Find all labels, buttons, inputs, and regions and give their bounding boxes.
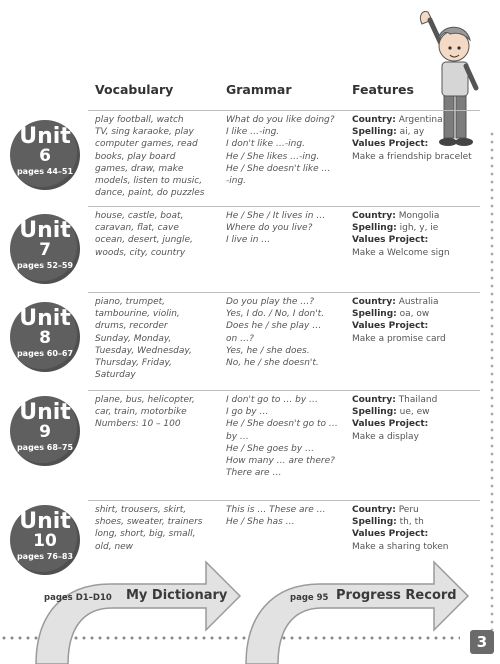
grammar-line: I don't like …-ing. bbox=[226, 139, 305, 150]
grammar-line: No, he / she doesn't. bbox=[226, 358, 319, 369]
vocab-line: shoes, sweater, trainers bbox=[95, 517, 203, 528]
grammar-line: He / She has … bbox=[226, 517, 295, 528]
grammar-line: I like …-ing. bbox=[226, 127, 280, 138]
vocab-line: books, play board bbox=[95, 151, 176, 162]
dictionary-arrow-shape bbox=[36, 562, 240, 664]
spelling-value: igh, y, ie bbox=[399, 223, 439, 234]
grammar-line: -ing. bbox=[226, 176, 247, 187]
grammar-line: What do you like doing? bbox=[226, 115, 335, 125]
grammar-line: He / She likes …-ing. bbox=[226, 151, 320, 162]
vocab-line: Thursday, Friday, bbox=[95, 358, 172, 369]
grammar-line: Where do you live? bbox=[226, 223, 313, 234]
project-label: Values Project: bbox=[352, 139, 429, 150]
country-label: Country: bbox=[352, 115, 396, 125]
country-value: Mongolia bbox=[398, 211, 440, 221]
unit-pages: pages 60–67 bbox=[16, 349, 74, 358]
vocab-line: Sunday, Monday, bbox=[95, 333, 172, 344]
grammar-line: I don't go to … by … bbox=[226, 395, 319, 405]
unit-label: Unit bbox=[19, 218, 71, 243]
country-value: Argentina bbox=[398, 115, 443, 125]
dictionary-title[interactable]: My Dictionary bbox=[126, 588, 228, 603]
vocab-line: shirt, trousers, skirt, bbox=[95, 505, 187, 515]
project-label: Values Project: bbox=[352, 321, 429, 332]
spelling-label: Spelling: bbox=[352, 127, 397, 138]
features-header: Features bbox=[352, 82, 414, 97]
grammar-line: Does he / she play … bbox=[226, 321, 322, 332]
grammar-line: on …? bbox=[226, 333, 254, 344]
vocab-line: woods, city, country bbox=[95, 247, 186, 258]
grammar-line: I go by … bbox=[226, 407, 269, 418]
spelling-label: Spelling: bbox=[352, 517, 397, 528]
spelling-value: ai, ay bbox=[399, 127, 425, 138]
unit-number: 6 bbox=[39, 146, 51, 166]
progress-pages: page 95 bbox=[290, 593, 329, 603]
unit-label: Unit bbox=[19, 509, 71, 534]
vocab-line: long, short, big, small, bbox=[95, 529, 196, 540]
unit-label: Unit bbox=[19, 400, 71, 425]
country-label: Country: bbox=[352, 505, 396, 515]
project-label: Values Project: bbox=[352, 529, 429, 540]
vocab-line: dance, paint, do puzzles bbox=[95, 188, 205, 199]
grammar-line: There are … bbox=[226, 468, 282, 479]
vocab-line: play football, watch bbox=[95, 115, 184, 125]
spelling-value: oa, ow bbox=[399, 309, 430, 320]
country-value: Thailand bbox=[398, 395, 438, 405]
unit-number: 7 bbox=[39, 240, 51, 260]
vocab-line: ocean, desert, jungle, bbox=[95, 235, 193, 246]
grammar-line: He / She doesn't like … bbox=[226, 163, 331, 174]
country-value: Australia bbox=[398, 297, 439, 307]
vocab-line: car, train, motorbike bbox=[95, 407, 187, 418]
vocab-line: house, castle, boat, bbox=[95, 211, 184, 221]
vocab-line: models, listen to music, bbox=[95, 176, 203, 187]
unit-number: 10 bbox=[33, 531, 57, 551]
unit-label: Unit bbox=[19, 306, 71, 331]
grammar-line: Yes, I do. / No, I don't. bbox=[226, 309, 325, 320]
grammar-header: Grammar bbox=[226, 82, 292, 97]
spelling-value: ue, ew bbox=[399, 407, 430, 418]
vocab-line: Saturday bbox=[95, 370, 136, 381]
vocab-line: games, draw, make bbox=[95, 163, 184, 174]
grammar-line: I live in … bbox=[226, 235, 271, 246]
progress-title[interactable]: Progress Record bbox=[336, 588, 457, 603]
progress-arrow-shape bbox=[246, 562, 468, 664]
vocabulary-header: Vocabulary bbox=[95, 82, 174, 97]
grammar-line: He / She doesn't go to … bbox=[226, 419, 338, 430]
spelling-label: Spelling: bbox=[352, 223, 397, 234]
grammar-line: How many … are there? bbox=[226, 456, 335, 467]
vocab-line: tambourine, violin, bbox=[95, 309, 180, 320]
country-label: Country: bbox=[352, 297, 396, 307]
vocab-line: old, new bbox=[95, 541, 134, 552]
project-value: Make a Welcome sign bbox=[352, 247, 450, 258]
spelling-label: Spelling: bbox=[352, 407, 397, 418]
project-value: Make a display bbox=[352, 431, 419, 442]
project-value: Make a sharing token bbox=[352, 541, 449, 552]
unit-pages: pages 68–75 bbox=[16, 443, 74, 452]
unit-pages: pages 52–59 bbox=[16, 261, 74, 270]
unit-pages: pages 44–51 bbox=[16, 167, 74, 176]
dictionary-pages: pages D1–D10 bbox=[44, 593, 112, 603]
vocab-line: caravan, flat, cave bbox=[95, 223, 179, 234]
vocab-line: drums, recorder bbox=[95, 321, 168, 332]
project-label: Values Project: bbox=[352, 235, 429, 246]
country-label: Country: bbox=[352, 395, 396, 405]
grammar-line: He / She / It lives in … bbox=[226, 211, 326, 221]
country-value: Peru bbox=[398, 505, 419, 515]
grammar-line: by … bbox=[226, 431, 249, 442]
country-label: Country: bbox=[352, 211, 396, 221]
unit-pages: pages 76–83 bbox=[16, 552, 74, 561]
spelling-value: th, th bbox=[399, 517, 424, 528]
vocab-line: plane, bus, helicopter, bbox=[95, 395, 195, 405]
project-label: Values Project: bbox=[352, 419, 429, 430]
vocab-line: Numbers: 10 – 100 bbox=[95, 419, 181, 430]
vocab-line: piano, trumpet, bbox=[95, 297, 166, 307]
page-number: 3 bbox=[470, 630, 494, 654]
unit-number: 8 bbox=[39, 328, 51, 348]
grammar-line: This is … These are … bbox=[226, 505, 326, 515]
vocab-line: computer games, read bbox=[95, 139, 198, 150]
grammar-line: He / She goes by … bbox=[226, 443, 315, 454]
project-value: Make a promise card bbox=[352, 333, 446, 344]
grammar-line: Do you play the …? bbox=[226, 297, 315, 307]
unit-label: Unit bbox=[19, 124, 71, 149]
vocab-line: Tuesday, Wednesday, bbox=[95, 345, 192, 356]
spelling-label: Spelling: bbox=[352, 309, 397, 320]
grammar-line: Yes, he / she does. bbox=[226, 345, 310, 356]
vocab-line: TV, sing karaoke, play bbox=[95, 127, 194, 138]
project-value: Make a friendship bracelet bbox=[352, 151, 472, 162]
unit-number: 9 bbox=[39, 422, 51, 442]
